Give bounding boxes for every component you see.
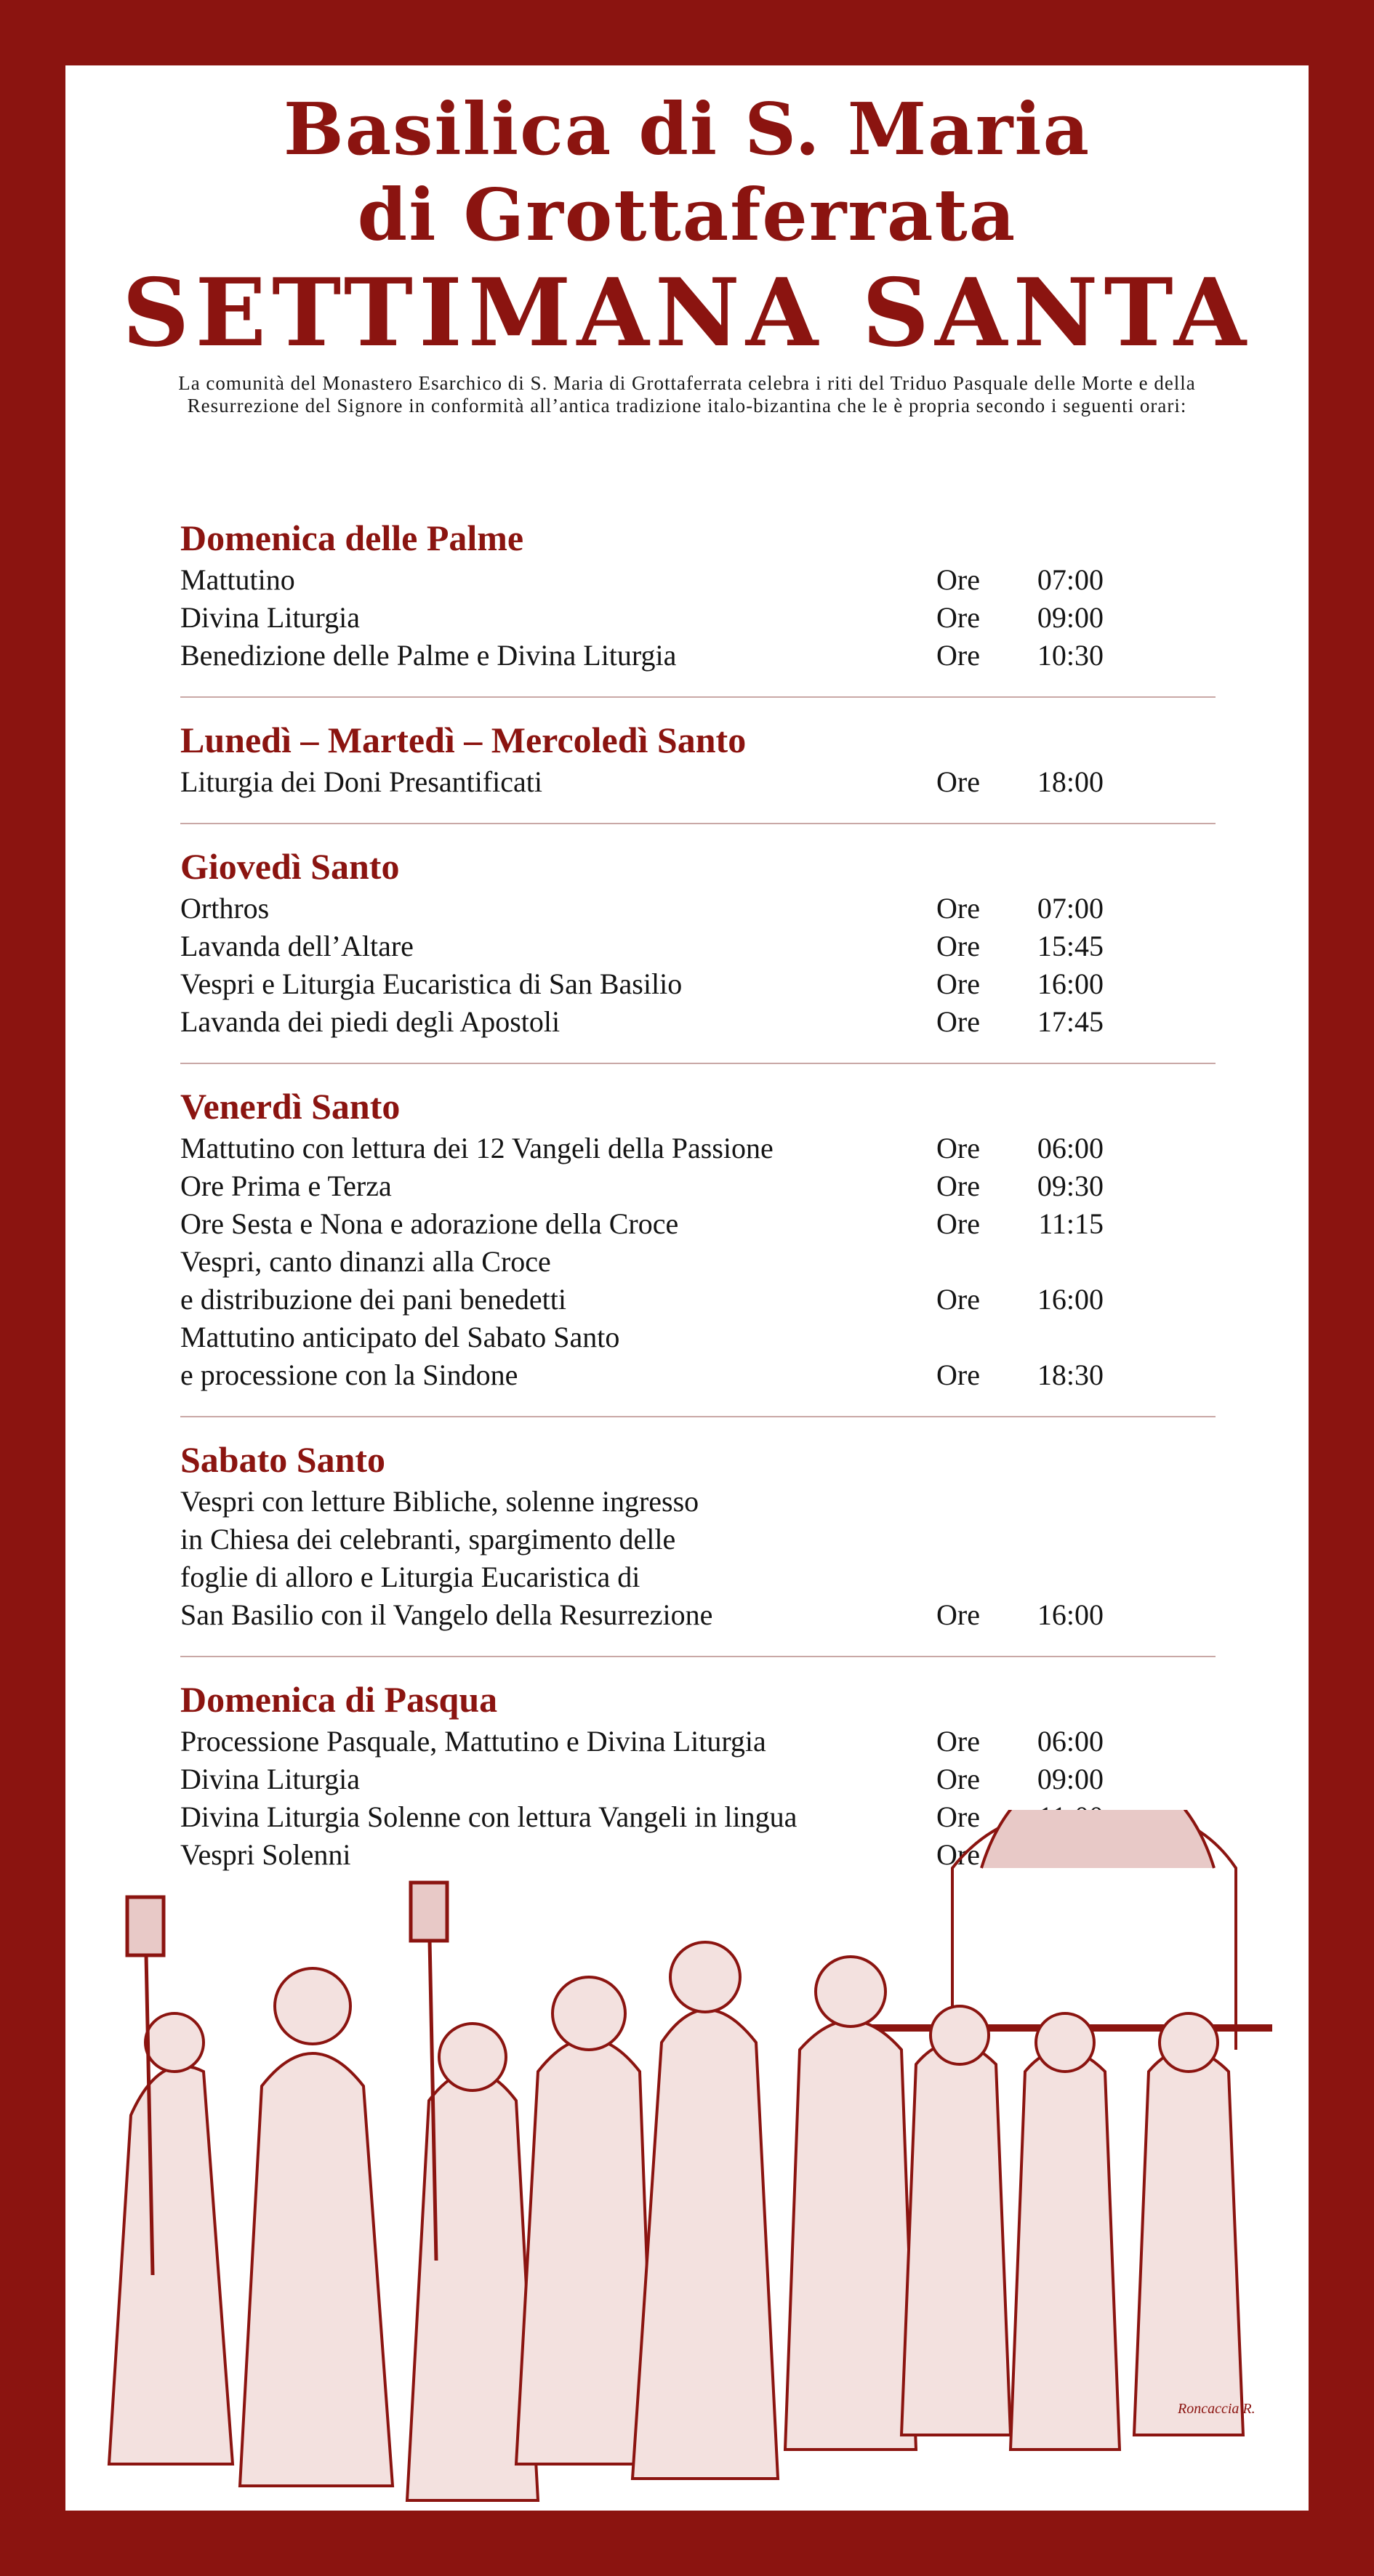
activity-name (180, 1243, 936, 1319)
activity-name (180, 1319, 936, 1394)
schedule-item (180, 1167, 1216, 1205)
schedule-item (180, 1319, 1216, 1394)
activity-time: 16:00 (1037, 1283, 1104, 1316)
ore-label: Ore (936, 1838, 980, 1871)
procession-illustration (65, 1810, 1309, 2508)
schedule-item (180, 1723, 1216, 1760)
schedule (180, 510, 1216, 1910)
activity-name (180, 1483, 936, 1634)
activity-line: e processione con la Sindone (180, 1359, 518, 1391)
schedule-section (180, 839, 1216, 1064)
activity-line: e distribuzione dei pani benedetti (180, 1283, 566, 1316)
ore-label: Ore (936, 765, 980, 798)
activity-name (180, 561, 936, 599)
ore-label: Ore (936, 930, 980, 962)
ore-label: Ore (936, 639, 980, 672)
schedule-item (180, 965, 1216, 1003)
ore-label: Ore (936, 1725, 980, 1758)
schedule-item (180, 637, 1216, 675)
ore-label: Ore (936, 1763, 980, 1795)
activity-name (180, 1130, 936, 1167)
section-title: Lunedì – Martedì – Mercoledì Santo (180, 720, 747, 760)
activity-line: Divina Liturgia Solenne con lettura Vangeli in lingua (180, 1800, 798, 1833)
schedule-item (180, 1483, 1216, 1634)
schedule-section (180, 510, 1216, 698)
activity-name (180, 1760, 936, 1798)
activity-name (180, 599, 936, 637)
activity-name (180, 1167, 936, 1205)
poster-panel (65, 65, 1309, 2511)
activity-line: Vespri, canto dinanzi alla Croce (180, 1245, 551, 1278)
ore-label: Ore (936, 1598, 980, 1631)
activity-line: Divina Liturgia (180, 1763, 360, 1795)
activity-line: Lavanda dei piedi degli Apostoli (180, 1005, 561, 1038)
activity-line: Benedizione delle Palme e Divina Liturgia (180, 639, 677, 672)
activity-time: 09:00 (1037, 1763, 1104, 1795)
schedule-item (180, 561, 1216, 599)
schedule-section (180, 1079, 1216, 1417)
activity-line: Ore Prima e Terza (180, 1170, 392, 1202)
ore-label: Ore (936, 1800, 980, 1833)
section-title: Domenica di Pasqua (180, 1679, 498, 1720)
activity-time: 16:00 (1037, 1598, 1104, 1631)
activity-line: Processione Pasquale, Mattutino e Divina Liturgia (180, 1725, 766, 1758)
section-title: Sabato Santo (180, 1439, 386, 1480)
activity-line: Vespri con letture Bibliche, solenne ingresso (180, 1485, 699, 1518)
activity-line: Mattutino (180, 563, 295, 596)
ore-label: Ore (936, 1132, 980, 1164)
activity-time: 16:00 (1037, 967, 1104, 1000)
schedule-item (180, 599, 1216, 637)
intro-text: La comunità del Monastero Esarchico di S. Maria di Grottaferrata celebra i riti del Triduo Pasquale delle Morte e della Resurrezione del Signore in conformità all’antica tradizione italo-bizantina che le è propria secondo i seguenti orari: (178, 372, 1196, 416)
activity-name (180, 637, 936, 675)
activity-line: Ore Sesta e Nona e adorazione della Croce (180, 1207, 679, 1240)
activity-line: Mattutino anticipato del Sabato Santo (180, 1321, 620, 1353)
title-line-2: di Grottaferrata (357, 174, 1017, 257)
activity-line: Mattutino con lettura dei 12 Vangeli della Passione (180, 1132, 774, 1164)
activity-time: 09:00 (1037, 601, 1104, 634)
schedule-item (180, 1760, 1216, 1798)
activity-name (180, 927, 936, 965)
activity-name (180, 965, 936, 1003)
title-line-1: Basilica di S. Maria (283, 88, 1091, 172)
activity-time: 18:30 (1037, 1359, 1104, 1391)
activity-time: 17:45 (1037, 1005, 1104, 1038)
ore-label: Ore (936, 601, 980, 634)
activity-name (180, 763, 936, 801)
activity-time: 07:00 (1037, 892, 1104, 925)
activity-time: 18:00 (1037, 765, 1104, 798)
activity-time: 06:00 (1037, 1132, 1104, 1164)
activity-name (180, 1003, 936, 1041)
schedule-item (180, 1243, 1216, 1319)
schedule-section (180, 1432, 1216, 1657)
activity-line: Vespri e Liturgia Eucaristica di San Basilio (180, 967, 683, 1000)
activity-time: 06:00 (1037, 1725, 1104, 1758)
schedule-item (180, 1205, 1216, 1243)
schedule-item (180, 763, 1216, 801)
schedule-item (180, 890, 1216, 927)
activity-time: 10:30 (1037, 639, 1104, 672)
activity-name (180, 890, 936, 927)
schedule-item (180, 1130, 1216, 1167)
ore-label: Ore (936, 1359, 980, 1391)
section-title: Domenica delle Palme (180, 518, 524, 558)
ore-label: Ore (936, 967, 980, 1000)
ore-label: Ore (936, 1283, 980, 1316)
section-title: Giovedì Santo (180, 846, 400, 887)
activity-time: 09:30 (1037, 1170, 1104, 1202)
ore-label: Ore (936, 563, 980, 596)
schedule-section (180, 712, 1216, 824)
ore-label: Ore (936, 1170, 980, 1202)
activity-line: Lavanda dell’Altare (180, 930, 414, 962)
schedule-item (180, 1003, 1216, 1041)
ore-label: Ore (936, 892, 980, 925)
activity-line: Liturgia dei Doni Presantificati (180, 765, 543, 798)
activity-time: 11:15 (1038, 1207, 1104, 1240)
activity-line: San Basilio con il Vangelo della Resurrezione (180, 1598, 713, 1631)
procession-figures (109, 1942, 1243, 2500)
activity-line: foglie di alloro e Liturgia Eucaristica di (180, 1561, 640, 1593)
title-line-3: SETTIMANA SANTA (122, 259, 1252, 368)
schedule-item (180, 927, 1216, 965)
activity-line: in Chiesa dei celebranti, spargimento delle (180, 1523, 676, 1555)
activity-line: Orthros (180, 892, 270, 925)
illustration-signature: Roncaccia R. (1178, 2401, 1256, 2417)
section-title: Venerdì Santo (180, 1086, 401, 1127)
activity-name (180, 1205, 936, 1243)
activity-line: Vespri Solenni (180, 1838, 351, 1871)
ore-label: Ore (936, 1005, 980, 1038)
activity-time: 07:00 (1037, 563, 1104, 596)
ore-label: Ore (936, 1207, 980, 1240)
activity-time: 15:45 (1037, 930, 1104, 962)
activity-line: Divina Liturgia (180, 601, 360, 634)
activity-name (180, 1723, 936, 1760)
